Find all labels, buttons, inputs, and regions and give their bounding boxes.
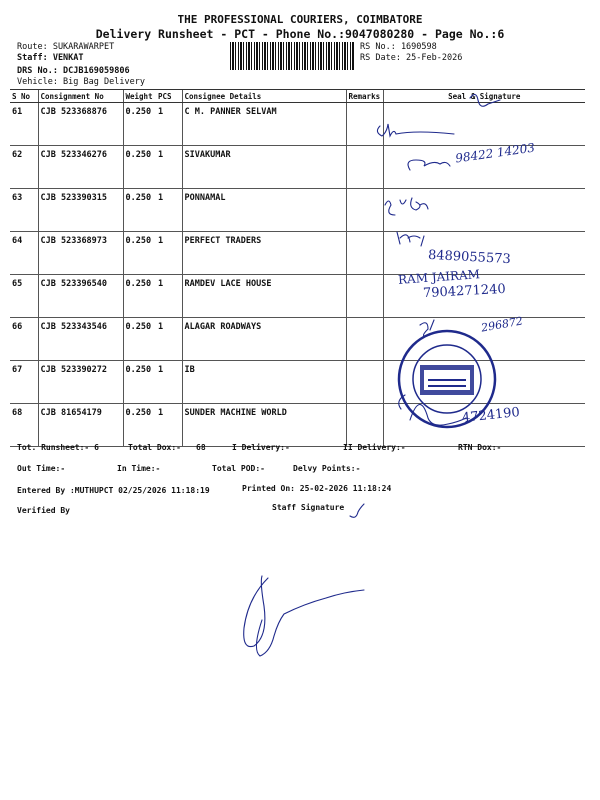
row-pcs: 1: [156, 146, 182, 189]
row-sno: 62: [10, 146, 38, 189]
staff-label: Staff: VENKAT: [17, 53, 84, 63]
row-weight: 0.250: [123, 189, 156, 232]
row-sno: 61: [10, 103, 38, 146]
col-sno: S No: [10, 90, 38, 103]
row-consignment: CJB 523390272: [38, 361, 123, 404]
staff-signature-tick: [350, 504, 364, 517]
row-consignee: RAMDEV LACE HOUSE: [182, 275, 346, 318]
rtn-dox: RTN Dox:-: [458, 443, 502, 452]
route-label: Route: SUKARAWARPET: [17, 42, 115, 52]
row-consignee: IB: [182, 361, 346, 404]
verified-by: Verified By: [17, 506, 70, 515]
printed-on: Printed On: 25-02-2026 11:18:24: [242, 484, 392, 493]
row-consignment: CJB 523368876: [38, 103, 123, 146]
entered-by: Entered By :MUTHUPCT 02/25/2026 11:18:19: [17, 486, 210, 495]
row-weight: 0.250: [123, 361, 156, 404]
col-consignment: Consignment No: [38, 90, 123, 103]
col-remarks: Remarks: [346, 90, 383, 103]
row-consignment: CJB 523396540: [38, 275, 123, 318]
row-sno: 68: [10, 404, 38, 447]
seal-stamp: [399, 331, 495, 427]
signature-row-64: [397, 232, 424, 246]
out-time: Out Time:-: [17, 464, 66, 473]
row-consignee: ALAGAR ROADWAYS: [182, 318, 346, 361]
row-pcs: 1: [156, 404, 182, 447]
row-weight: 0.250: [123, 275, 156, 318]
runsheet-subtitle: Delivery Runsheet - PCT - Phone No.:9047080280 - Page No.:6: [95, 27, 505, 41]
staff-signature-label: Staff Signature: [272, 503, 345, 512]
row-consignment: CJB 523346276: [38, 146, 123, 189]
handwritten-number-68: 4724190: [461, 405, 521, 426]
row-consignee: PERFECT TRADERS: [182, 232, 346, 275]
row-consignment: CJB 523343546: [38, 318, 123, 361]
row-pcs: 1: [156, 189, 182, 232]
signature-row-62: [408, 160, 450, 170]
row-consignee: SIVAKUMAR: [182, 146, 346, 189]
row-pcs: 1: [156, 103, 182, 146]
vehicle-label: Vehicle: Big Bag Delivery: [17, 77, 145, 87]
handwritten-phone-64: 8489055573: [427, 247, 512, 268]
row-sno: 65: [10, 275, 38, 318]
drs-label: DRS No.: DCJB169059806: [17, 66, 130, 76]
row-sno: 63: [10, 189, 38, 232]
delvy-points: Delvy Points:-: [293, 464, 361, 473]
row-weight: 0.250: [123, 404, 156, 447]
handwritten-name-65: RAM JAIRAM: [397, 267, 481, 287]
verifier-signature: [244, 576, 364, 656]
signature-row-63: [385, 198, 428, 215]
rs-no: RS No.: 1690598: [360, 42, 437, 52]
row-pcs: 1: [156, 275, 182, 318]
row-pcs: 1: [156, 318, 182, 361]
row-weight: 0.250: [123, 103, 156, 146]
total-dox-value: 68: [196, 443, 206, 452]
i-delivery: I Delivery:-: [232, 443, 290, 452]
row-consignee: PONNAMAL: [182, 189, 346, 232]
row-weight: 0.250: [123, 232, 156, 275]
row-pcs: 1: [156, 232, 182, 275]
row-weight: 0.250: [123, 146, 156, 189]
row-consignment: CJB 81654179: [38, 404, 123, 447]
row-sno: 67: [10, 361, 38, 404]
handwritten-phone-62: 98422 14203: [454, 140, 536, 166]
col-seal-signature: Seal & Signature: [383, 90, 585, 103]
row-consignment: CJB 523390315: [38, 189, 123, 232]
col-weight: Weight: [123, 90, 156, 103]
ii-delivery: II Delivery:-: [343, 443, 406, 452]
in-time: In Time:-: [117, 464, 161, 473]
row-sno: 64: [10, 232, 38, 275]
company-title: THE PROFESSIONAL COURIERS, COIMBATORE: [177, 13, 423, 26]
row-pcs: 1: [156, 361, 182, 404]
row-weight: 0.250: [123, 318, 156, 361]
row-consignee: SUNDER MACHINE WORLD: [182, 404, 346, 447]
col-pcs: PCS: [156, 90, 182, 103]
signature-row-61: [377, 94, 500, 136]
rs-date: RS Date: 25-Feb-2026: [360, 53, 463, 63]
total-dox: Total Dox:-: [128, 443, 181, 452]
row-consignee: C M. PANNER SELVAM: [182, 103, 346, 146]
handwritten-phone-65: 7904271240: [422, 281, 507, 302]
row-consignment: CJB 523368973: [38, 232, 123, 275]
tot-runsheet: Tot. Runsheet:- 6: [17, 443, 99, 452]
row-sno: 66: [10, 318, 38, 361]
total-pod: Total POD:-: [212, 464, 265, 473]
col-consignee: Consignee Details: [182, 90, 346, 103]
handwritten-number-66: 296872: [480, 314, 524, 335]
